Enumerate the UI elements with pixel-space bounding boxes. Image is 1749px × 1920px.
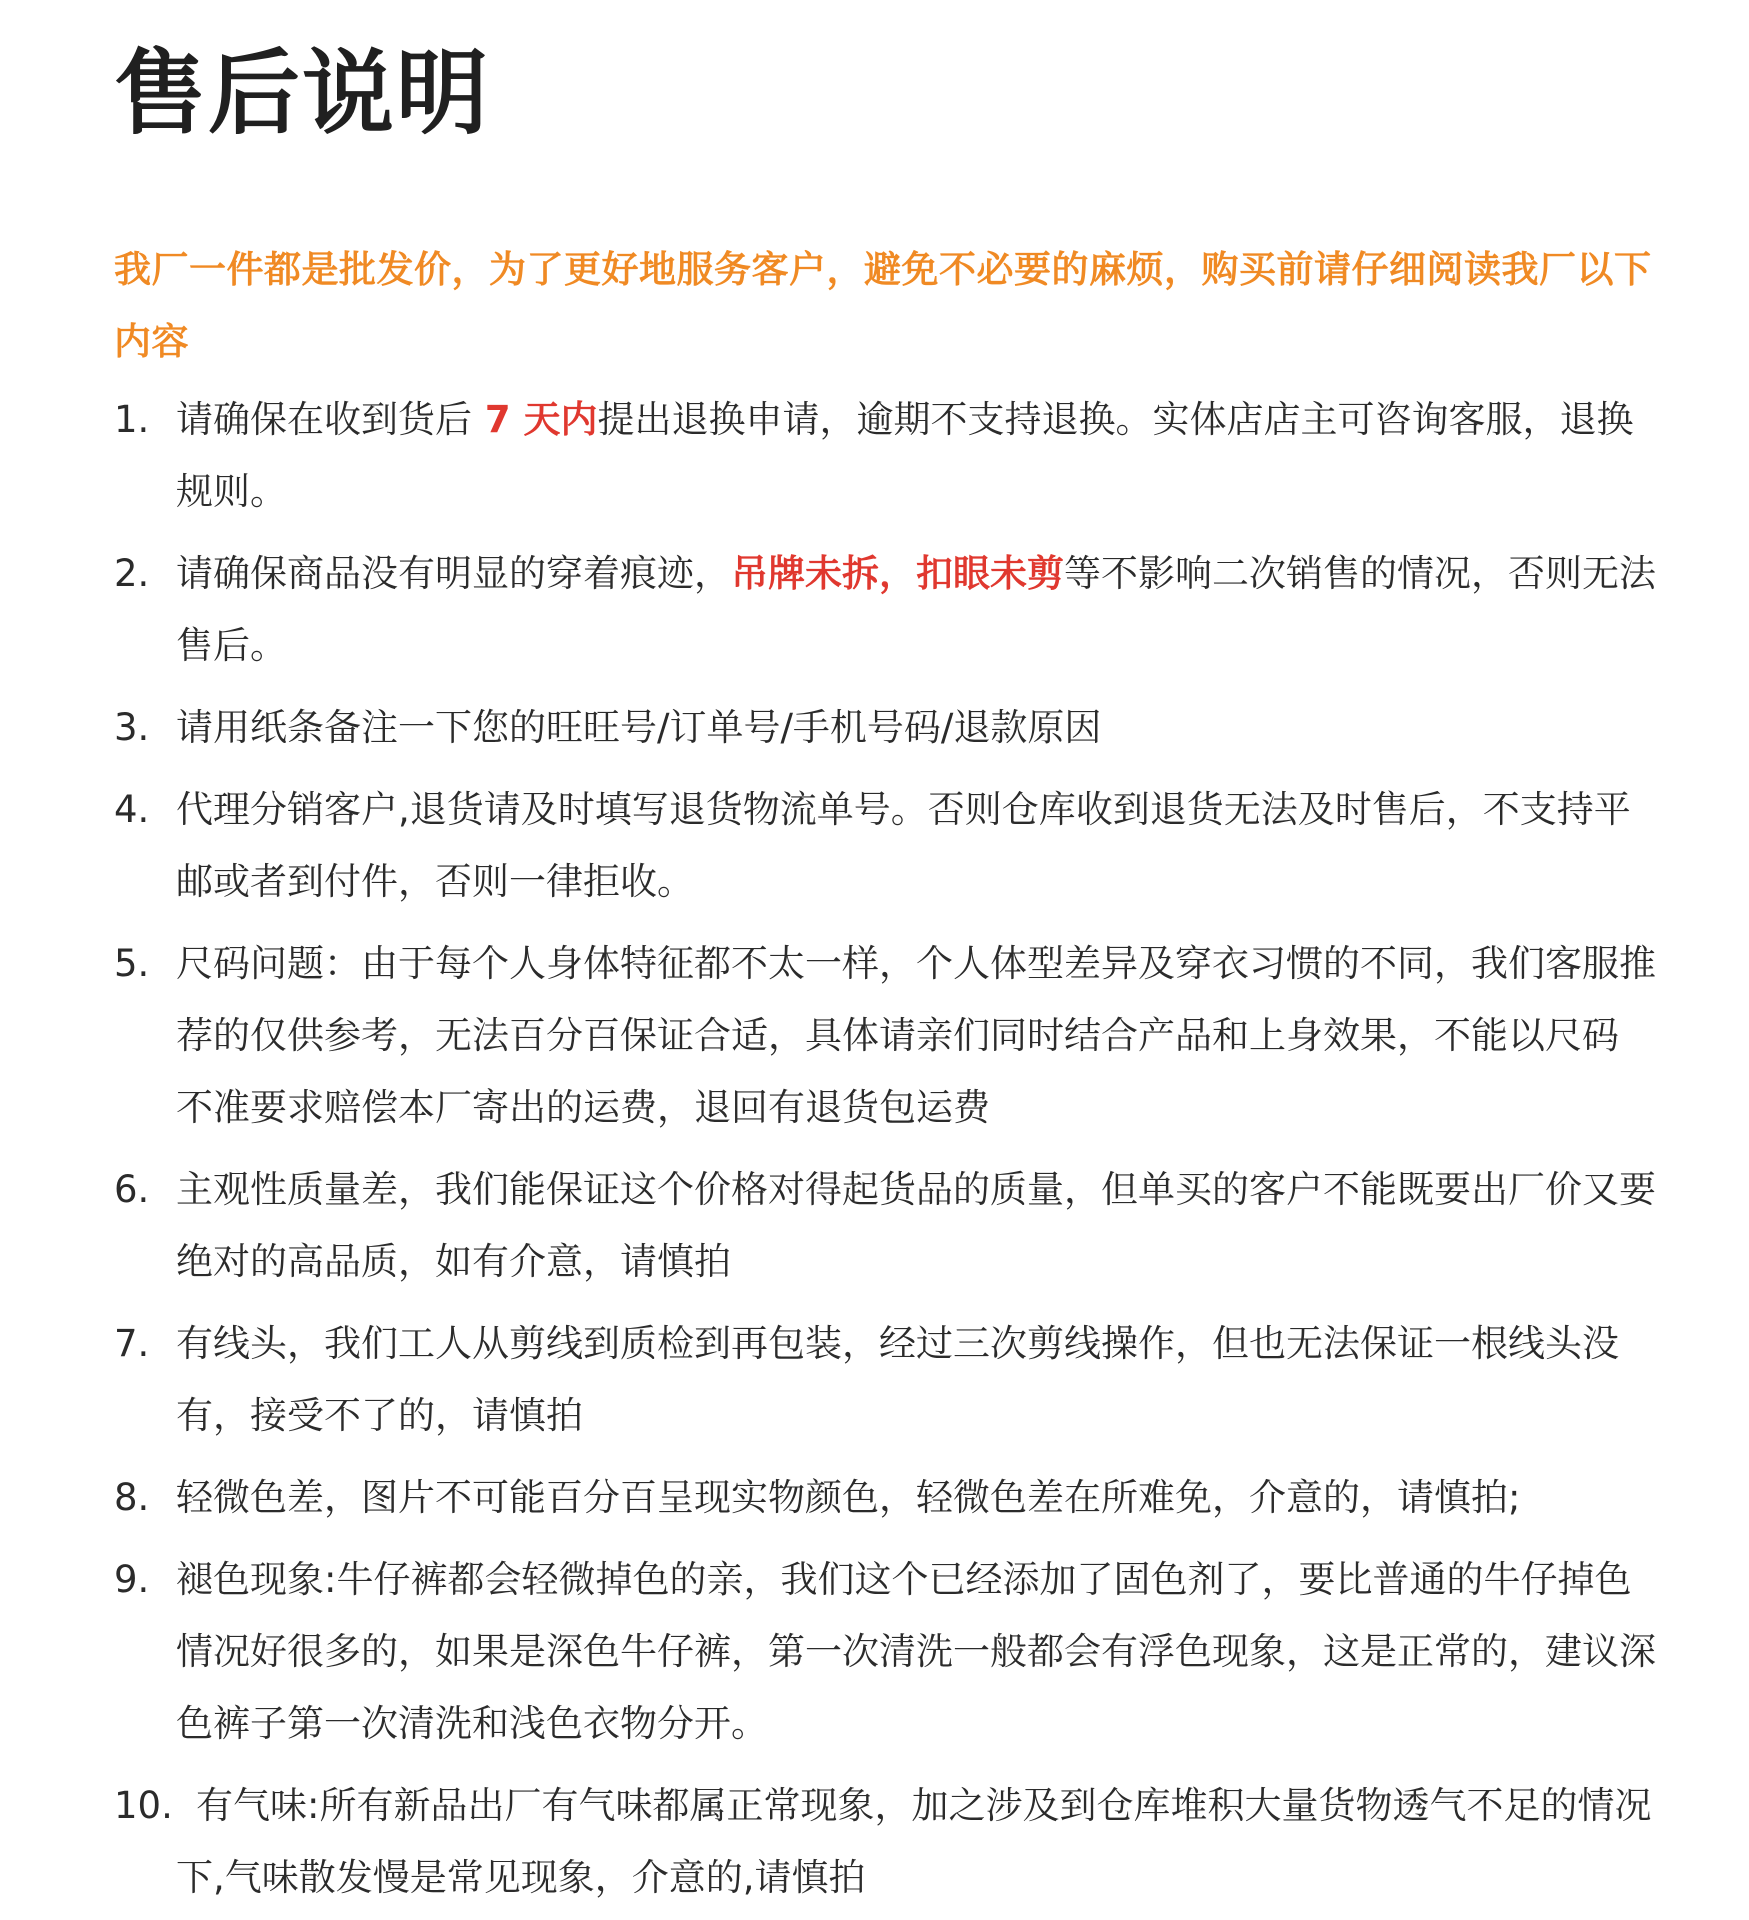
rule-item-10	[114, 1770, 1659, 1914]
rule-number: 5.	[114, 942, 150, 985]
rule-text-before: 请确保商品没有明显的穿着痕迹，	[176, 552, 731, 595]
rule-number: 9.	[114, 1558, 150, 1601]
rule-number: 3.	[114, 706, 150, 749]
purchase-notice: 我厂一件都是批发价，为了更好地服务客户，避免不必要的麻烦，购买前请仔细阅读我厂以下内容	[114, 248, 1652, 363]
rule-text: 请用纸条备注一下您的旺旺号/订单号/手机号码/退款原因	[176, 706, 1102, 749]
rule-item-4	[114, 774, 1659, 918]
rule-text: 尺码问题：由于每个人身体特征都不太一样，个人体型差异及穿衣习惯的不同，我们客服推荐的仅供参考，无法百分百保证合适，具体请亲们同时结合产品和上身效果，不能以尺码 不准要求赔偿本厂寄出的运费，退回有退货包运费	[176, 942, 1656, 1129]
rule-item-8	[114, 1462, 1659, 1534]
rule-highlight: 7 天内	[472, 398, 598, 441]
rule-number: 8.	[114, 1476, 150, 1519]
rule-item-1	[114, 384, 1659, 528]
rule-number: 7.	[114, 1322, 150, 1365]
rule-text-after: 等不影响二次销售的情况，否则无法售后。	[176, 552, 1656, 667]
rule-text: 主观性质量差，我们能保证这个价格对得起货品的质量，但单买的客户不能既要出厂价又要绝对的高品质，如有介意，请慎拍	[176, 1168, 1656, 1283]
rule-number: 6.	[114, 1168, 150, 1211]
rule-number: 1.	[114, 398, 150, 441]
rule-highlight: 吊牌未拆，扣眼未剪	[731, 552, 1064, 595]
rule-item-5	[114, 928, 1659, 1144]
rule-item-6	[114, 1154, 1659, 1298]
rule-item-3	[114, 692, 1659, 764]
rule-text: 有气味:所有新品出厂有气味都属正常现象，加之涉及到仓库堆积大量货物透气不足的情况下,气味散发慢是常见现象，介意的,请慎拍	[176, 1784, 1652, 1899]
rule-text: 褪色现象:牛仔裤都会轻微掉色的亲，我们这个已经添加了固色剂了，要比普通的牛仔掉色情况好很多的，如果是深色牛仔裤，第一次清洗一般都会有浮色现象，这是正常的，建议深色裤子第一次清洗和浅色衣物分开。	[176, 1558, 1656, 1745]
rule-item-2	[114, 538, 1659, 682]
rule-text-before: 请确保在收到货后	[176, 398, 472, 441]
rule-item-9	[114, 1544, 1659, 1760]
rule-text: 代理分销客户,退货请及时填写退货物流单号。否则仓库收到退货无法及时售后，不支持平邮或者到付件，否则一律拒收。	[176, 788, 1631, 903]
after-sales-rules-list	[114, 384, 1659, 1914]
rule-number: 2.	[114, 552, 150, 595]
rule-text: 有线头，我们工人从剪线到质检到再包装，经过三次剪线操作，但也无法保证一根线头没有，接受不了的，请慎拍	[176, 1322, 1619, 1437]
rule-text: 轻微色差，图片不可能百分百呈现实物颜色，轻微色差在所难免，介意的，请慎拍;	[176, 1476, 1521, 1519]
rule-number: 10.	[114, 1784, 173, 1827]
page-title: 售后说明	[114, 40, 491, 147]
rule-number: 4.	[114, 788, 150, 831]
rule-item-7	[114, 1308, 1659, 1452]
rule-text-after: 提出退换申请，逾期不支持退换。实体店店主可咨询客服，退换规则。	[176, 398, 1634, 513]
